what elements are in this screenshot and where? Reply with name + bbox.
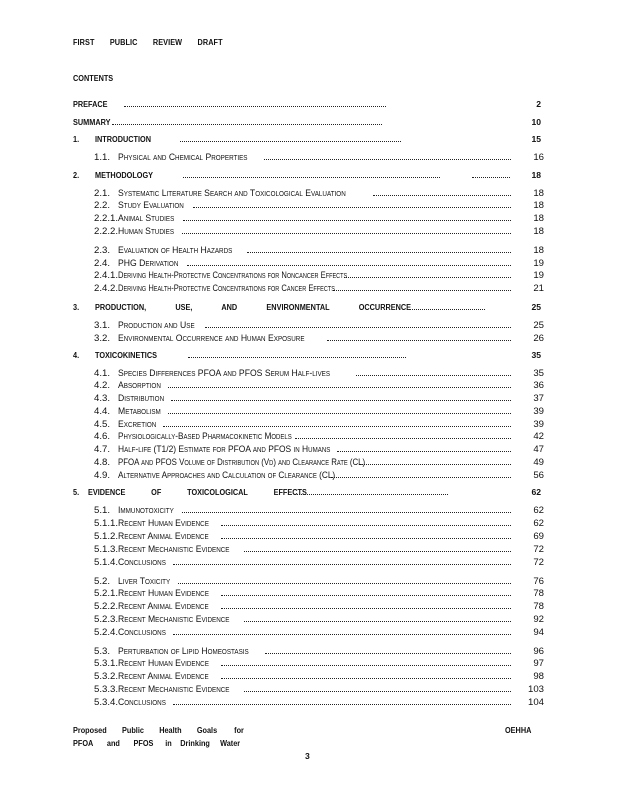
toc-entry-page: 96 bbox=[533, 646, 544, 657]
toc-entry-number: 5.3. bbox=[94, 646, 111, 657]
toc-entry[interactable] bbox=[94, 503, 544, 516]
toc-entry-page: 19 bbox=[533, 270, 544, 281]
toc-entry-number: 5.2.4. bbox=[94, 627, 119, 638]
toc-entry-page: 78 bbox=[533, 588, 544, 599]
toc-entry[interactable] bbox=[94, 331, 544, 344]
toc-entry[interactable] bbox=[94, 429, 544, 442]
toc-entry-title: Deriving Health-Protective Concentrations for Noncancer Effects bbox=[118, 270, 348, 281]
toc-entry-number: 5.1. bbox=[94, 505, 111, 516]
toc-entry-number: 2.4.2. bbox=[94, 283, 119, 294]
toc-entry-number: 2.2.1. bbox=[94, 213, 119, 224]
leader-dots bbox=[178, 583, 511, 584]
toc-entry[interactable] bbox=[94, 243, 544, 256]
toc-entry-number: 4.2. bbox=[94, 380, 111, 391]
toc-section-title[interactable]: INTRODUCTION bbox=[95, 134, 152, 144]
toc-entry-number: 5.1.4. bbox=[94, 557, 119, 568]
leader-dots bbox=[356, 375, 511, 376]
toc-entry[interactable] bbox=[94, 268, 544, 281]
leader-dots bbox=[163, 426, 511, 427]
leader-dots bbox=[359, 464, 511, 465]
leader-dots bbox=[183, 177, 440, 178]
leader-dots bbox=[472, 177, 510, 178]
toc-entry-page: 56 bbox=[533, 470, 544, 481]
toc-entry-number: 5.3.3. bbox=[94, 684, 119, 695]
toc-entry-page: 36 bbox=[533, 380, 544, 391]
leader-dots bbox=[205, 327, 511, 328]
toc-entry-title: Recent Mechanistic Evidence bbox=[118, 684, 230, 695]
toc-entry-number: 3.2. bbox=[94, 333, 111, 344]
leader-dots bbox=[244, 691, 511, 692]
toc-entry-number: 4.4. bbox=[94, 406, 111, 417]
toc-section-title[interactable]: EVIDENCE OF TOXICOLOGICAL EFFECTS bbox=[88, 487, 307, 497]
toc-entry-title: Recent Human Evidence bbox=[118, 518, 209, 529]
toc-section-number: 4. bbox=[73, 350, 80, 360]
toc-entry[interactable] bbox=[94, 656, 544, 669]
toc-entry-title: Study Evaluation bbox=[118, 200, 184, 211]
toc-entry-page: 49 bbox=[533, 457, 544, 468]
leader-dots bbox=[187, 265, 511, 266]
toc-entry-page: 97 bbox=[533, 658, 544, 669]
leader-dots bbox=[221, 678, 511, 679]
toc-entry-page: 62 bbox=[533, 505, 544, 516]
leader-dots bbox=[244, 621, 511, 622]
toc-entry-title: Excretion bbox=[118, 419, 157, 430]
footer-right: OEHHA bbox=[505, 725, 532, 735]
page-number: 3 bbox=[305, 751, 310, 761]
leader-dots bbox=[171, 400, 511, 401]
toc-section-page[interactable]: 25 bbox=[531, 302, 541, 312]
toc-entry[interactable] bbox=[94, 150, 544, 163]
toc-entry[interactable] bbox=[94, 468, 544, 481]
leader-dots bbox=[331, 477, 511, 478]
toc-entry[interactable] bbox=[94, 682, 544, 695]
toc-entry-title: Recent Mechanistic Evidence bbox=[118, 544, 230, 555]
toc-entry[interactable] bbox=[94, 669, 544, 682]
leader-dots bbox=[221, 538, 511, 539]
toc-section-page[interactable]: 62 bbox=[531, 487, 541, 497]
toc-entry-title: Deriving Health-Protective Concentrations for Cancer Effects bbox=[118, 283, 335, 294]
toc-entry-title: Conclusions bbox=[118, 627, 166, 638]
toc-entry[interactable] bbox=[94, 378, 544, 391]
toc-entry-page: 18 bbox=[533, 226, 544, 237]
leader-dots bbox=[221, 665, 511, 666]
toc-entry-page: 47 bbox=[533, 444, 544, 455]
toc-section-title[interactable]: TOXICOKINETICS bbox=[95, 350, 157, 360]
leader-dots bbox=[182, 233, 511, 234]
leader-dots bbox=[173, 704, 511, 705]
footer-word: Water bbox=[220, 738, 241, 748]
toc-entry-page: 18 bbox=[533, 200, 544, 211]
toc-entry[interactable] bbox=[94, 224, 544, 237]
toc-section-title[interactable]: PRODUCTION, USE, AND ENVIRONMENTAL OCCURRENCE bbox=[95, 302, 412, 312]
toc-entry-number: 5.1.1. bbox=[94, 518, 119, 529]
toc-entry-page: 104 bbox=[527, 697, 544, 708]
toc-entry-page: 98 bbox=[533, 671, 544, 682]
toc-entry-title: Alternative Approaches and Calculation of Clearance (CL) bbox=[118, 470, 336, 481]
toc-section-number: 2. bbox=[73, 170, 80, 180]
footer-word: Goals bbox=[196, 725, 218, 735]
toc-entry-page: 72 bbox=[533, 544, 544, 555]
footer-word: PFOA bbox=[73, 738, 94, 748]
footer-word: Drinking bbox=[180, 738, 210, 748]
toc-summary-title[interactable]: SUMMARY bbox=[73, 117, 111, 127]
toc-entry-page: 18 bbox=[533, 245, 544, 256]
leader-dots bbox=[333, 290, 511, 291]
toc-entry-page: 25 bbox=[533, 320, 544, 331]
toc-entry-title: Metabolism bbox=[118, 406, 161, 417]
leader-dots bbox=[182, 512, 511, 513]
toc-section-title[interactable]: METHODOLOGY bbox=[95, 170, 154, 180]
leader-dots bbox=[265, 653, 511, 654]
header-word: FIRST bbox=[73, 37, 95, 47]
toc-entry-title: Perturbation of Lipid Homeostasis bbox=[118, 646, 249, 657]
toc-entry-number: 5.2.2. bbox=[94, 601, 119, 612]
toc-entry-title: Distribution bbox=[118, 393, 165, 404]
toc-section-page[interactable]: 15 bbox=[531, 134, 541, 144]
toc-entry[interactable] bbox=[94, 586, 544, 599]
toc-entry-number: 5.3.2. bbox=[94, 671, 119, 682]
toc-entry-number: 4.1. bbox=[94, 368, 111, 379]
toc-section-page[interactable]: 35 bbox=[531, 350, 541, 360]
toc-entry-title: Animal Studies bbox=[118, 213, 175, 224]
toc-entry-number: 2.2.2. bbox=[94, 226, 119, 237]
toc-entry[interactable] bbox=[94, 404, 544, 417]
leader-dots bbox=[193, 207, 511, 208]
toc-entry-title: Half-life (T1/2) Estimate for PFOA and PFOS in Humans bbox=[118, 444, 331, 455]
toc-entry-page: 35 bbox=[533, 368, 544, 379]
toc-entry-title: PHG Derivation bbox=[118, 258, 179, 269]
toc-entry-number: 2.4. bbox=[94, 258, 111, 269]
toc-entry[interactable] bbox=[94, 612, 544, 625]
toc-entry-title: Recent Human Evidence bbox=[118, 658, 209, 669]
leader-dots bbox=[221, 608, 511, 609]
toc-entry-number: 5.1.3. bbox=[94, 544, 119, 555]
toc-entry-title: Evaluation of Health Hazards bbox=[118, 245, 233, 256]
leader-dots bbox=[264, 159, 511, 160]
toc-entry-title: Recent Mechanistic Evidence bbox=[118, 614, 230, 625]
toc-summary-page[interactable]: 10 bbox=[531, 117, 541, 127]
toc-entry-number: 2.2. bbox=[94, 200, 111, 211]
toc-entry-page: 69 bbox=[533, 531, 544, 542]
leader-dots bbox=[183, 220, 511, 221]
footer-word: Health bbox=[159, 725, 182, 735]
toc-entry-page: 18 bbox=[533, 213, 544, 224]
toc-entry-number: 4.8. bbox=[94, 457, 111, 468]
leader-dots bbox=[124, 106, 386, 107]
toc-entry-title: Environmental Occurrence and Human Exposure bbox=[118, 333, 305, 344]
toc-entry-page: 18 bbox=[533, 188, 544, 199]
toc-entry-title: Human Studies bbox=[118, 226, 175, 237]
leader-dots bbox=[168, 413, 511, 414]
toc-entry[interactable] bbox=[94, 695, 544, 708]
toc-entry-number: 5.2.3. bbox=[94, 614, 119, 625]
toc-entry-page: 39 bbox=[533, 406, 544, 417]
leader-dots bbox=[244, 551, 511, 552]
toc-entry-number: 4.3. bbox=[94, 393, 111, 404]
toc-entry-page: 42 bbox=[533, 431, 544, 442]
toc-entry-page: 94 bbox=[533, 627, 544, 638]
footer-word: in bbox=[165, 738, 172, 748]
leader-dots bbox=[295, 494, 448, 495]
toc-entry-number: 5.2.1. bbox=[94, 588, 119, 599]
toc-entry-number: 4.5. bbox=[94, 419, 111, 430]
toc-entry[interactable] bbox=[94, 542, 544, 555]
toc-entry[interactable] bbox=[94, 516, 544, 529]
toc-entry-number: 5.1.2. bbox=[94, 531, 119, 542]
toc-entry[interactable] bbox=[94, 555, 544, 568]
footer-word: Public bbox=[121, 725, 144, 735]
toc-entry[interactable] bbox=[94, 318, 544, 331]
toc-entry-page: 72 bbox=[533, 557, 544, 568]
toc-entry-page: 16 bbox=[533, 152, 544, 163]
leader-dots bbox=[337, 451, 511, 452]
toc-entry-title: Recent Animal Evidence bbox=[118, 601, 209, 612]
toc-entry-title: Systematic Literature Search and Toxicological Evaluation bbox=[118, 188, 346, 199]
toc-entry-number: 5.3.1. bbox=[94, 658, 119, 669]
toc-entry-number: 5.3.4. bbox=[94, 697, 119, 708]
toc-entry-page: 76 bbox=[533, 576, 544, 587]
footer-word: for bbox=[234, 725, 244, 735]
toc-entry-page: 26 bbox=[533, 333, 544, 344]
toc-entry-number: 2.3. bbox=[94, 245, 111, 256]
leader-dots bbox=[247, 252, 511, 253]
toc-entry[interactable] bbox=[94, 281, 544, 294]
leader-dots bbox=[327, 340, 511, 341]
toc-entry-title: Physical and Chemical Properties bbox=[118, 152, 248, 163]
toc-preface-page[interactable]: 2 bbox=[536, 99, 541, 109]
toc-section-page[interactable]: 18 bbox=[531, 170, 541, 180]
leader-dots bbox=[112, 124, 382, 125]
leader-dots bbox=[173, 634, 511, 635]
footer-word: Proposed bbox=[73, 725, 107, 735]
toc-entry[interactable] bbox=[94, 391, 544, 404]
leader-dots bbox=[344, 277, 511, 278]
header-word: DRAFT bbox=[197, 37, 223, 47]
toc-entry-title: Species Differences PFOA and PFOS Serum Half-lives bbox=[118, 368, 331, 379]
leader-dots bbox=[180, 141, 401, 142]
toc-entry-number: 2.4.1. bbox=[94, 270, 119, 281]
toc-entry-title: Recent Human Evidence bbox=[118, 588, 209, 599]
running-header bbox=[73, 37, 238, 47]
toc-entry[interactable] bbox=[94, 455, 544, 468]
toc-entry-title: Production and Use bbox=[118, 320, 195, 331]
toc-entry-title: PFOA and PFOS Volume of Distribution (Vd) and Clearance Rate (CL) bbox=[118, 457, 366, 468]
toc-entry-number: 4.9. bbox=[94, 470, 111, 481]
toc-entry-number: 4.6. bbox=[94, 431, 111, 442]
header-word: PUBLIC bbox=[109, 37, 138, 47]
toc-entry-number: 3.1. bbox=[94, 320, 111, 331]
toc-entry-number: 1.1. bbox=[94, 152, 111, 163]
toc-entry[interactable] bbox=[94, 599, 544, 612]
toc-preface-title[interactable]: PREFACE bbox=[73, 99, 108, 109]
toc-entry-page: 103 bbox=[527, 684, 544, 695]
toc-entry-title: Conclusions bbox=[118, 557, 166, 568]
toc-entry-page: 92 bbox=[533, 614, 544, 625]
leader-dots bbox=[221, 525, 511, 526]
toc-entry-title: Recent Animal Evidence bbox=[118, 671, 209, 682]
leader-dots bbox=[188, 357, 406, 358]
footer-word: PFOS bbox=[133, 738, 154, 748]
toc-entry-page: 37 bbox=[533, 393, 544, 404]
toc-entry-title: Physiologically-Based Pharmacokinetic Models bbox=[118, 431, 292, 442]
toc-entry-number: 4.7. bbox=[94, 444, 111, 455]
toc-section-number: 5. bbox=[73, 487, 80, 497]
toc-entry-title: Immunotoxicity bbox=[118, 505, 174, 516]
header-word: REVIEW bbox=[152, 37, 183, 47]
leader-dots bbox=[173, 564, 511, 565]
contents-title: CONTENTS bbox=[73, 73, 114, 83]
toc-entry[interactable] bbox=[94, 625, 544, 638]
toc-entry-title: Absorption bbox=[118, 380, 161, 391]
toc-entry[interactable] bbox=[94, 198, 544, 211]
footer-left-line1 bbox=[73, 725, 244, 735]
toc-entry[interactable] bbox=[94, 529, 544, 542]
toc-section-number: 1. bbox=[73, 134, 80, 144]
toc-entry-page: 39 bbox=[533, 419, 544, 430]
footer-left-line2 bbox=[73, 738, 240, 748]
toc-entry-title: Conclusions bbox=[118, 697, 166, 708]
footer-word: and bbox=[106, 738, 120, 748]
toc-section-number: 3. bbox=[73, 302, 80, 312]
toc-entry-page: 19 bbox=[533, 258, 544, 269]
toc-entry[interactable] bbox=[94, 211, 544, 224]
toc-entry-number: 2.1. bbox=[94, 188, 111, 199]
leader-dots bbox=[373, 195, 511, 196]
leader-dots bbox=[295, 438, 511, 439]
toc-entry-title: Liver Toxicity bbox=[118, 576, 171, 587]
leader-dots bbox=[168, 387, 511, 388]
toc-entry-number: 5.2. bbox=[94, 576, 111, 587]
leader-dots bbox=[221, 595, 511, 596]
toc-entry-title: Recent Animal Evidence bbox=[118, 531, 209, 542]
toc-entry-page: 62 bbox=[533, 518, 544, 529]
leader-dots bbox=[409, 309, 485, 310]
toc-entry[interactable] bbox=[94, 442, 544, 455]
toc-entry-page: 78 bbox=[533, 601, 544, 612]
toc-entry-page: 21 bbox=[533, 283, 544, 294]
